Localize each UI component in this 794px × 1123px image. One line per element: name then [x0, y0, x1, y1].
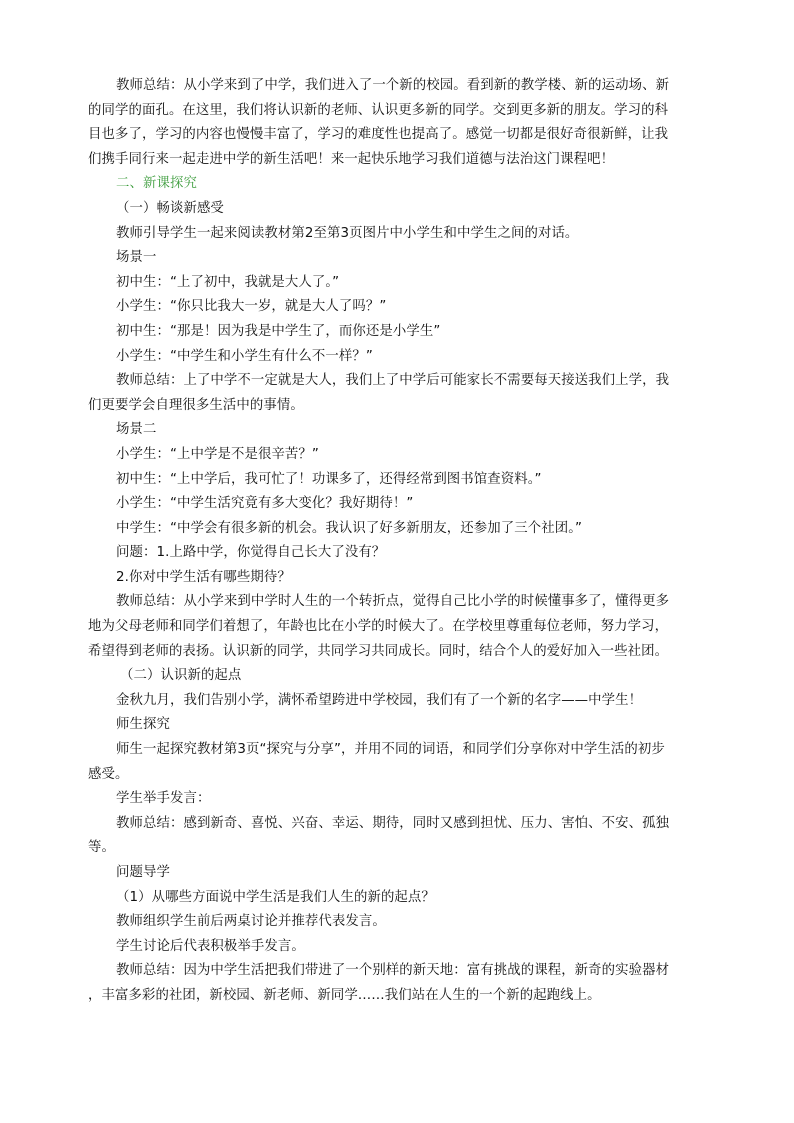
subsection-heading: （二）认识新的起点 [120, 668, 242, 684]
paragraph-line: ，丰富多彩的社团，新校园、新老师、新同学……我们站在人生的一个新的起跑线上。 [88, 987, 601, 1003]
paragraph-line: 们更要学会自理很多生活中的事情。 [88, 397, 304, 413]
dialogue-line: 小学生：“上中学是不是很辛苦？” [116, 446, 319, 462]
paragraph-line: 目也多了，学习的内容也慢慢丰富了，学习的难度性也提高了。感觉一切都是很好奇很新鲜，让我 [88, 127, 669, 143]
subsection-label: 问题导学 [116, 865, 170, 880]
dialogue-line: 初中生：“上了初中，我就是大人了。” [116, 274, 340, 290]
subsection-heading: （一）畅谈新感受 [116, 200, 224, 216]
paragraph-line: 的同学的面孔。在这里，我们将认识新的老师、认识更多新的同学。交到更多新的朋友。学习的科 [88, 102, 669, 118]
paragraph-line: 们携手同行来一起走进中学的新生活吧！来一起快乐地学习我们道德与法治这门课程吧！ [88, 151, 615, 167]
question-line: 问题：1.上路中学，你觉得自己长大了没有？ [116, 545, 386, 561]
dialogue-line: 中学生：“中学会有很多新的机会。我认识了好多新朋友，还参加了三个社团。” [116, 520, 583, 536]
subsection-label: 师生探究 [116, 717, 170, 733]
paragraph-line: 教师总结：因为中学生活把我们带进了一个别样的新天地：富有挑战的课程，新奇的实验器材 [116, 963, 670, 979]
question-line: （1）从哪些方面说中学生活是我们人生的新的起点？ [116, 889, 435, 905]
paragraph-line: 教师组织学生前后两桌讨论并推荐代表发言。 [116, 914, 386, 930]
paragraph-line: 等。 [88, 840, 115, 856]
paragraph-line: 地为父母老师和同学们着想了，年龄也比在小学的时候大了。在学校里尊重每位老师，努力学习， [88, 619, 669, 635]
section-heading: 二、新课探究 [116, 176, 197, 192]
scene-label: 场景一 [116, 250, 157, 266]
dialogue-line: 初中生：“那是！因为我是中学生了，而你还是小学生” [116, 323, 441, 339]
document-body [88, 74, 718, 1009]
question-line: 2.你对中学生活有哪些期待？ [116, 569, 291, 585]
paragraph-line: 学生举手发言： [116, 791, 211, 807]
paragraph-line: 教师总结：感到新奇、喜悦、兴奋、幸运、期待，同时又感到担忧、压力、害怕、不安、孤独 [116, 815, 670, 831]
paragraph-line: 教师总结：从小学来到中学时人生的一个转折点，觉得自己比小学的时候懂事多了，懂得更多 [116, 594, 670, 610]
paragraph-line: 金秋九月，我们告别小学，满怀希望跨进中学校园，我们有了一个新的名字——中学生！ [116, 692, 643, 708]
paragraph-line: 学生讨论后代表积极举手发言。 [116, 938, 305, 954]
paragraph-line: 教师总结：上了中学不一定就是大人，我们上了中学后可能家长不需要每天接送我们上学，我 [116, 373, 670, 389]
dialogue-line: 小学生：“中学生活究竟有多大变化？我好期待！” [116, 496, 414, 512]
paragraph-line: 师生一起探究教材第3页“探究与分享”，并用不同的词语，和同学们分享你对中学生活的初步 [116, 742, 665, 758]
dialogue-line: 初中生：“上中学后，我可忙了！功课多了，还得经常到图书馆查资料。” [116, 471, 542, 487]
paragraph-line: 教师总结：从小学来到了中学，我们进入了一个新的校园。看到新的教学楼、新的运动场、新 [116, 78, 670, 93]
paragraph-line: 希望得到老师的表扬。认识新的同学，共同学习共同成长。同时，结合个人的爱好加入一些社团。 [88, 643, 669, 659]
paragraph-line: 感受。 [88, 766, 129, 782]
scene-label: 场景二 [116, 422, 157, 438]
dialogue-line: 小学生：“你只比我大一岁，就是大人了吗？” [116, 299, 387, 315]
dialogue-line: 小学生：“中学生和小学生有什么不一样？” [116, 348, 373, 364]
paragraph-line: 教师引导学生一起来阅读教材第2至第3页图片中小学生和中学生之间的对话。 [116, 225, 579, 241]
